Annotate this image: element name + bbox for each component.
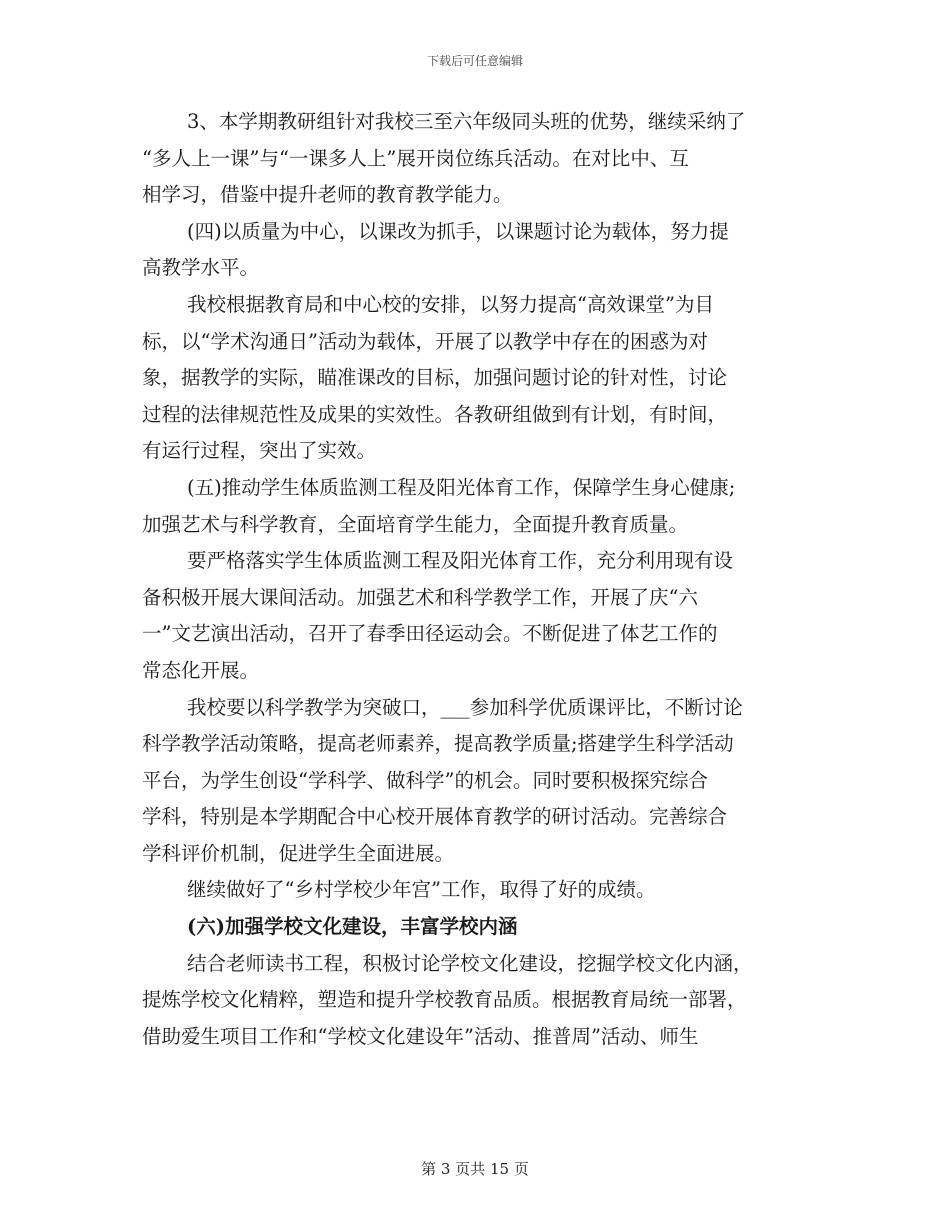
- text-line: 标，以“学术沟通日”活动为载体，开展了以教学中存在的困惑为对: [142, 329, 708, 353]
- text-line: 我校要以科学教学为突破口，___参加科学优质课评比，不断讨论: [187, 695, 743, 719]
- page-header: 下载后可任意编辑: [426, 54, 523, 68]
- document-body: [142, 104, 810, 1055]
- text-line: 相学习，借鉴中提升老师的教育教学能力。: [142, 183, 513, 207]
- text-line: (四)以质量为中心，以课改为抓手，以课题讨论为载体，努力提: [187, 219, 729, 243]
- text-line: 科学教学活动策略，提高老师素养，提高教学质量;搭建学生科学活动: [142, 732, 734, 756]
- text-line: 备积极开展大课间活动。加强艺术和科学教学工作，开展了庆“六: [142, 585, 698, 609]
- text-line: 借助爱生项目工作和“学校文化建设年”活动、推普周”活动、师生: [142, 1024, 699, 1048]
- text-line: 加强艺术与科学教育，全面培育学生能力，全面提升教育质量。: [142, 512, 689, 536]
- text-line: 象，据教学的实际，瞄准课改的目标，加强问题讨论的针对性，讨论: [142, 366, 728, 390]
- text-line: 一”文艺演出活动，召开了春季田径运动会。不断促进了体艺工作的: [142, 622, 718, 646]
- text-line: 要严格落实学生体质监测工程及阳光体育工作，充分利用现有设: [187, 549, 734, 573]
- text-line: 常态化开展。: [142, 658, 260, 682]
- text-line: 学科，特别是本学期配合中心校开展体育教学的研讨活动。完善综合: [142, 805, 728, 829]
- text-line: 3、本学期教研组针对我校三至六年级同头班的优势，继续采纳了: [187, 110, 746, 133]
- text-line: 过程的法律规范性及成果的实效性。各教研组做到有计划，有时间，: [142, 402, 728, 426]
- text-line: 平台，为学生创设“学科学、做科学”的机会。同时要积极探究综合: [142, 768, 708, 792]
- text-line: 继续做好了“乡村学校少年宫”工作，取得了好的成绩。: [187, 878, 656, 902]
- text-line: 我校根据教育局和中心校的安排，以努力提高“高效课堂”为目: [187, 292, 714, 316]
- section-heading: (六)加强学校文化建设，丰富学校内涵: [187, 915, 518, 939]
- text-line: 有运行过程，突出了实效。: [142, 439, 377, 463]
- text-line: 学科评价机制，促进学生全面进展。: [142, 841, 455, 865]
- text-line: 提炼学校文化精粹，塑造和提升学校教育品质。根据教育局统一部署，: [142, 988, 747, 1012]
- text-line: 高教学水平。: [142, 256, 260, 280]
- text-line: “多人上一课”与“一课多人上”展开岗位练兵活动。在对比中、互: [142, 146, 689, 170]
- text-line: (五)推动学生体质监测工程及阳光体育工作，保障学生身心健康;: [187, 475, 736, 499]
- text-line: 结合老师读书工程，积极讨论学校文化建设，挖掘学校文化内涵，: [187, 951, 753, 975]
- page-footer: 第 3 页共 15 页: [421, 1160, 529, 1178]
